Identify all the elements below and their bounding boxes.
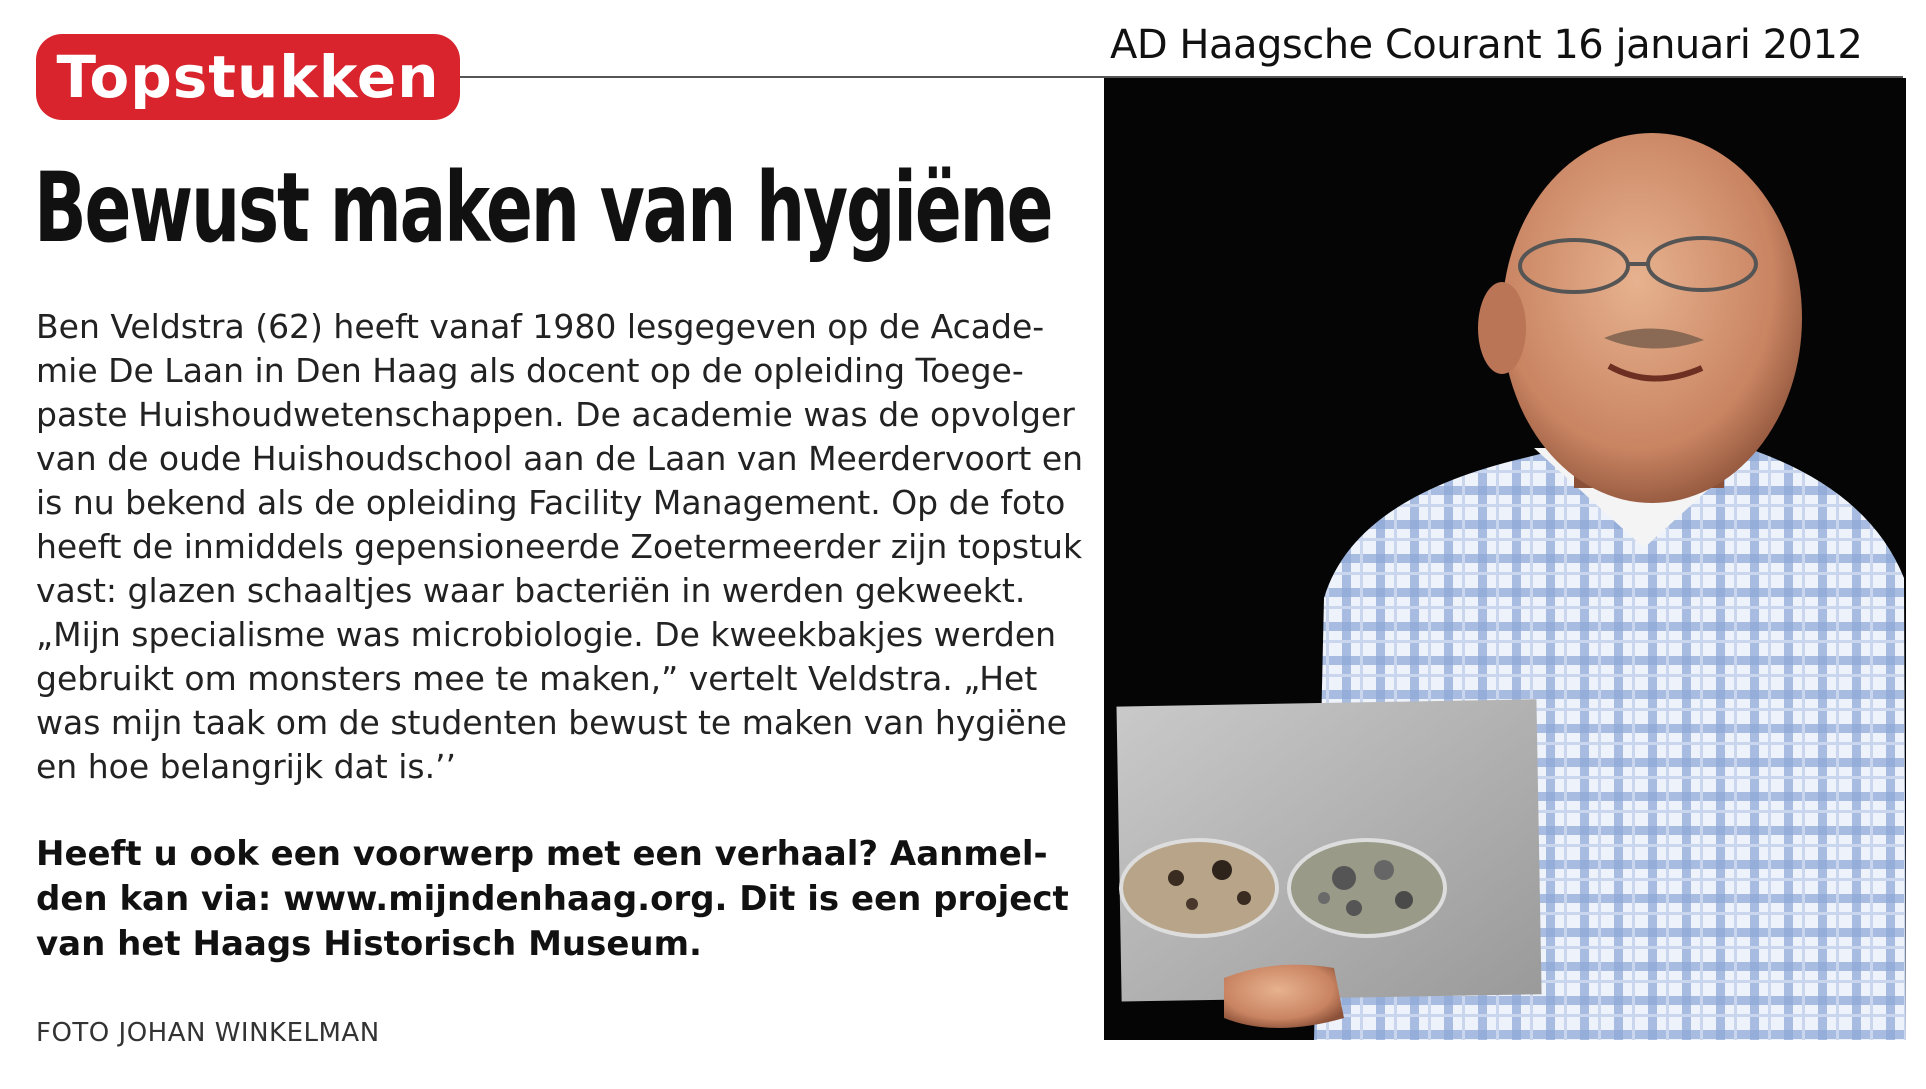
body-line: van de oude Huishoudschool aan de Laan van Meerdervoort en: [36, 439, 1084, 478]
body-line: gebruikt om monsters mee te maken,” vertelt Veldstra. „Het: [36, 659, 1038, 698]
face: [1502, 133, 1802, 503]
cta-line: Heeft u ook een voorwerp met een verhaal? Aanmel-: [36, 834, 1048, 874]
body-line: „Mijn specialisme was microbiologie. De kweekbakjes werden: [36, 615, 1057, 654]
article-headline: Bewust maken van hygiëne: [34, 152, 1052, 264]
photo-credit: FOTO JOHAN WINKELMAN: [36, 1018, 380, 1048]
body-line: vast: glazen schaaltjes waar bacteriën in werden gekweekt.: [36, 571, 1026, 610]
portrait-photo: [1104, 78, 1906, 1040]
section-badge-label: Topstukken: [56, 43, 440, 111]
portrait-illustration: [1104, 78, 1906, 1040]
body-line: en hoe belangrijk dat is.’’: [36, 747, 457, 786]
body-line: heeft de inmiddels gepensioneerde Zoetermeerder zijn topstuk: [36, 527, 1083, 566]
cta-line: den kan via: www.mijndenhaag.org. Dit is een project: [36, 879, 1069, 919]
section-badge: [36, 34, 460, 120]
newspaper-source-line: AD Haagsche Courant 16 januari 2012: [1110, 22, 1863, 68]
body-line: paste Huishoudwetenschappen. De academie was de opvolger: [36, 395, 1075, 434]
petri-dish-right: [1289, 840, 1445, 936]
cta-line: van het Haags Historisch Museum.: [36, 924, 702, 964]
body-line: mie De Laan in Den Haag als docent op de opleiding Toege-: [36, 351, 1024, 390]
body-line: Ben Veldstra (62) heeft vanaf 1980 lesgegeven op de Acade-: [36, 307, 1045, 346]
hand: [1224, 965, 1344, 1028]
petri-dish-left: [1121, 840, 1277, 936]
call-to-action: [36, 832, 1069, 967]
body-line: was mijn taak om de studenten bewust te maken van hygiëne: [36, 703, 1067, 742]
article-body: [36, 305, 1084, 789]
body-line: is nu bekend als de opleiding Facility Management. Op de foto: [36, 483, 1066, 522]
